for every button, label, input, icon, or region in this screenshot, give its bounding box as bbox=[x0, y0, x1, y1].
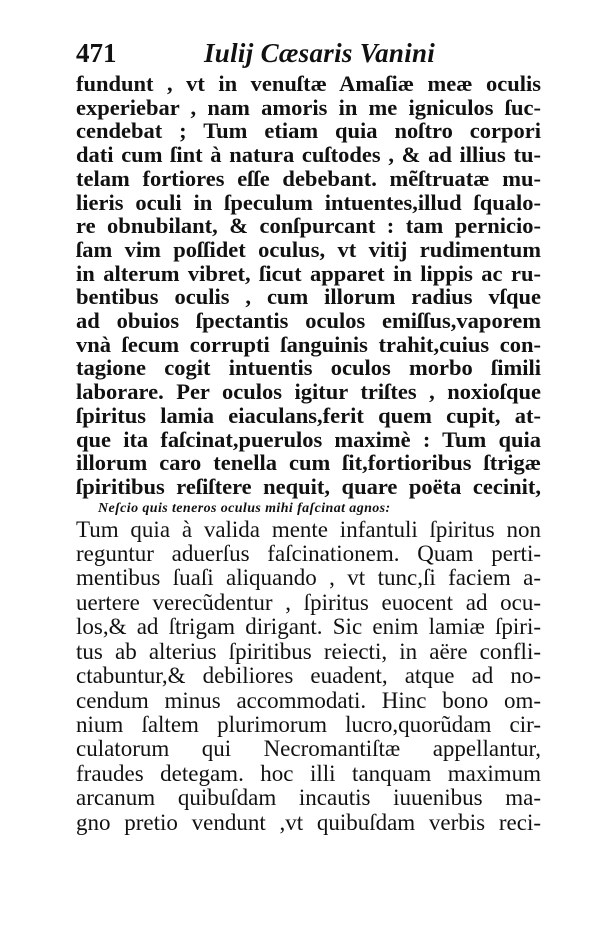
body-text bbox=[76, 72, 541, 835]
text-line: lieris oculi in ſpeculum intuentes,illud ſqualo- bbox=[76, 189, 541, 215]
text-line: ſpiritibus reſiſtere nequit, quare poëta cecinit, bbox=[76, 473, 541, 499]
running-head: Iulij Cæsaris Vanini bbox=[204, 38, 436, 68]
text-line: tagione cogit intuentis oculos morbo ſimili bbox=[76, 355, 541, 381]
text-line: experiebar , nam amoris in me igniculos ſuc- bbox=[76, 94, 541, 120]
text-line: laborare. Per oculos igitur triſtes , noxioſque bbox=[76, 379, 541, 405]
text-line: tus ab alterius ſpiritibus reiecti, in aëre confli- bbox=[76, 638, 541, 664]
text-line: re obnubilant, & conſpurcant : tam pernicio- bbox=[76, 213, 541, 239]
text-line: bentibus oculis , cum illorum radius vſque bbox=[76, 284, 541, 310]
text-line: mentibus ſuaſi aliquando , vt tunc,ſi faciem a- bbox=[76, 565, 541, 591]
paragraph-block-2 bbox=[76, 518, 541, 835]
text-line: Tum quia à valida mente infantuli ſpiritus non bbox=[76, 516, 541, 542]
text-line: illorum caro tenella cum ſit,fortioribus ſtrigæ bbox=[76, 450, 541, 476]
text-line: ſam vim poſſidet oculus, vt vitij rudimentum bbox=[76, 236, 541, 262]
page-header bbox=[76, 34, 541, 72]
text-line: uertere verecũdentur , ſpiritus euocent ad ocu- bbox=[76, 589, 541, 615]
text-line: fundunt , vt in venuſtæ Amaſiæ meæ oculis bbox=[76, 71, 541, 96]
text-line: ſpiritus lamia eiaculans,ferit quem cupit, at- bbox=[76, 402, 541, 428]
text-line: in alterum vibret, ſicut apparet in lippis ac ru- bbox=[76, 260, 541, 286]
text-line: cendebat ; Tum etiam quia noſtro corpori bbox=[76, 118, 541, 144]
text-line: dati cum ſint à natura cuſtodes , & ad illius tu- bbox=[76, 142, 541, 168]
text-line: telam fortiores eſſe debebant. mẽſtruatæ mu- bbox=[76, 165, 541, 191]
text-line: reguntur aduerſus faſcinationem. Quam perti- bbox=[76, 541, 541, 567]
text-line: gno pretio vendunt ,vt quibuſdam verbis reci- bbox=[76, 809, 541, 835]
text-line: los,& ad ſtrigam dirigant. Sic enim lamiæ ſpiri- bbox=[76, 614, 541, 640]
text-line: ctabuntur,& debiliores euadent, atque ad no- bbox=[76, 663, 541, 689]
page-number: 471 bbox=[76, 38, 117, 68]
paragraph-block-1 bbox=[76, 72, 541, 499]
text-line: ad obuios ſpectantis oculos emiſſus,vaporem bbox=[76, 308, 541, 334]
text-line: nium ſaltem plurimorum lucro,quorũdam cir- bbox=[76, 711, 541, 737]
verse-quotation: Neſcio quis teneros oculus mihi faſcinat agnos: bbox=[98, 500, 391, 516]
text-line: arcanum quibuſdam incautis iuuenibus ma- bbox=[76, 785, 541, 811]
text-line: que ita faſcinat,puerulos maximè : Tum quia bbox=[76, 426, 541, 452]
text-line: cendum minus accommodati. Hinc bono om- bbox=[76, 687, 541, 713]
text-line: fraudes detegam. hoc illi tanquam maximum bbox=[76, 760, 541, 786]
text-line: vnà ſecum corrupti ſanguinis trahit,cuius con- bbox=[76, 331, 541, 357]
text-line: culatorum qui Necromantiſtæ appellantur, bbox=[76, 736, 541, 762]
